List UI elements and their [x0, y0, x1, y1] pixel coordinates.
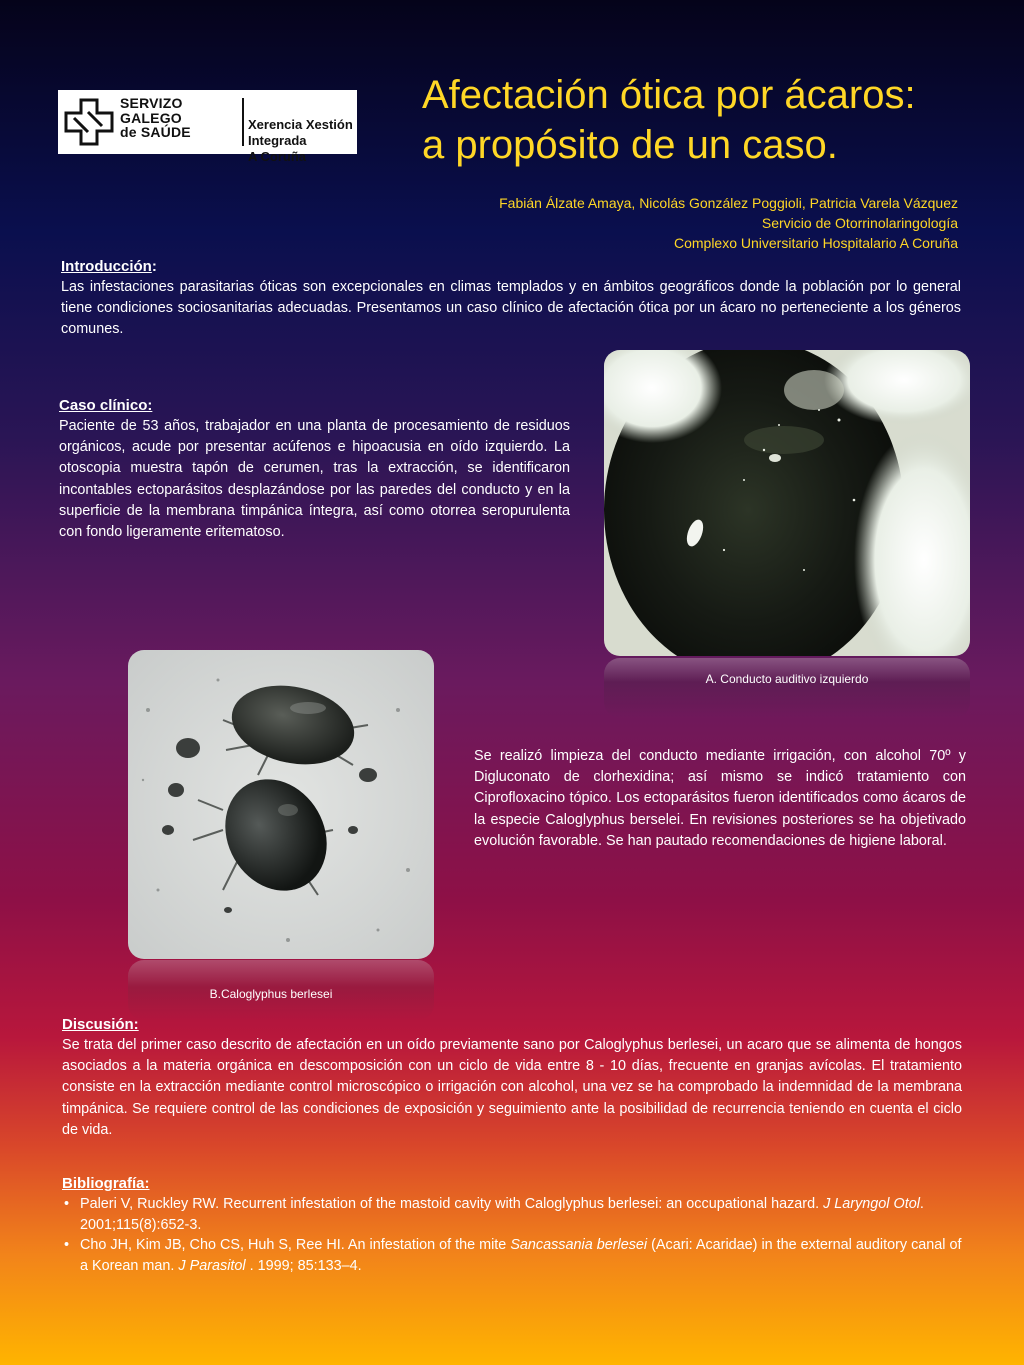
discusion-text: Se trata del primer caso descrito de afectación en un oído previamente sano por Caloglyphus berlesei, un acaro que se alimenta de hongos asociados a la materia orgánica en descomposición con un ciclo de vida entre 8 - 10 días, frecuente en granjas avícolas. El tratamiento consiste en la extracción mediante control microscópico o irrigación con alcohol, una vez se ha comprobado la indemnidad de la membrana timpánica. Se requiere control de las condiciones de exposición y seguimiento ante la posibilidad de recurrencia teniendo en cuenta el ciclo de vida.: [62, 1037, 962, 1138]
reference-species: Sancassania berlesei: [510, 1237, 648, 1253]
reference-journal: J Laryngol Otol: [823, 1196, 920, 1212]
authors-line: Fabián Álzate Amaya, Nicolás González Poggioli, Patricia Varela Vázquez: [499, 195, 958, 211]
hospital-line: Complexo Universitario Hospitalario A Coruña: [673, 235, 958, 251]
reference-item: [62, 1194, 962, 1235]
logo-org-name: [120, 96, 191, 140]
reference-item: [62, 1235, 962, 1276]
title-line: Afectación ótica por ácaros:: [422, 73, 916, 117]
logo-unit-line: A Coruña: [248, 149, 307, 164]
caso-heading: Caso clínico:: [59, 397, 153, 414]
title-line: a propósito de un caso.: [422, 123, 838, 167]
logo-unit-name: [248, 117, 357, 165]
reference-journal: J Parasitol: [178, 1257, 246, 1274]
reference-list: [62, 1194, 962, 1276]
logo-org-line: GALEGO: [120, 109, 182, 126]
section-bibliografia: [62, 1174, 962, 1276]
reference-details: . 2001;115(8):652-3.: [80, 1196, 924, 1233]
reference-details: . 1999; 85:133–4.: [245, 1257, 362, 1274]
section-tratamiento: [474, 746, 966, 852]
caso-text: Paciente de 53 años, trabajador en una planta de procesamiento de residuos orgánicos, acude por presentar acúfenos e hipoacusia en oído izquierdo. La otoscopia muestra tapón de cerumen, tras la extracción, se identificaron incontables ectoparásitos desplazándose por las paredes del conducto y en la superficie de la membrana timpánica íntegra, así como otorrea seropurulenta con fondo ligeramente eritematoso.: [59, 418, 570, 541]
introduccion-heading: [61, 256, 961, 277]
section-caso-clinico: [59, 396, 570, 543]
sergas-logo: [58, 90, 357, 164]
logo-unit-line: Xerencia Xestión Integrada: [248, 117, 353, 148]
figure-a-reflection: [604, 658, 970, 718]
poster-title: [422, 70, 982, 170]
discusion-heading: Discusión:: [62, 1016, 139, 1033]
heading-text: Introducción: [61, 258, 152, 275]
poster-authors: [398, 193, 958, 253]
tratamiento-text: Se realizó limpieza del conducto mediante irrigación, con alcohol 70º y Digluconato de clorhexidina; así mismo se indicó tratamiento con Ciprofloxacino tópico. Los ectoparásitos fueron identificados como ácaros de la especie Caloglyphus berselei. En revisiones posteriores se ha objetivado evolución favorable. Se han pautado recomendaciones de higiene laboral.: [474, 748, 966, 849]
logo-divider: [242, 98, 244, 146]
sergas-cross-icon: [64, 98, 114, 146]
logo-org-line: SERVIZO: [120, 95, 183, 111]
introduccion-text: Las infestaciones parasitarias óticas son excepcionales en climas templados y en ámbitos geográficos donde la población por lo general tiene condiciones sociosanitarias adecuadas. Presentamos un caso clínico de afectación ótica por un ácaro no perteneciente a los géneros comunes.: [61, 279, 961, 338]
reference-text: (Acari: Acaridae) in the external auditory canal of a Korean man.: [80, 1237, 962, 1274]
figure-a-caption: A. Conducto auditivo izquierdo: [705, 672, 869, 686]
bibliografia-heading: Bibliografía:: [62, 1175, 150, 1192]
reference-text: Cho JH, Kim JB, Cho CS, Huh S, Ree HI. An infestation of the mite: [80, 1237, 511, 1253]
section-introduccion: [61, 256, 961, 341]
department-line: Servicio de Otorrinolaringología: [761, 215, 958, 231]
reference-text: Paleri V, Ruckley RW. Recurrent infestation of the mastoid cavity with Caloglyphus berlesei: an occupational hazard.: [80, 1196, 824, 1212]
figure-b-caption: B.Caloglyphus berlesei: [209, 987, 333, 1001]
figure-b-mites-photo: [128, 650, 434, 959]
logo-org-line: de SAÚDE: [120, 124, 191, 140]
figure-a-ear-canal-photo: [604, 350, 970, 656]
section-discusion: [62, 1015, 962, 1141]
heading-colon: :: [151, 258, 157, 275]
